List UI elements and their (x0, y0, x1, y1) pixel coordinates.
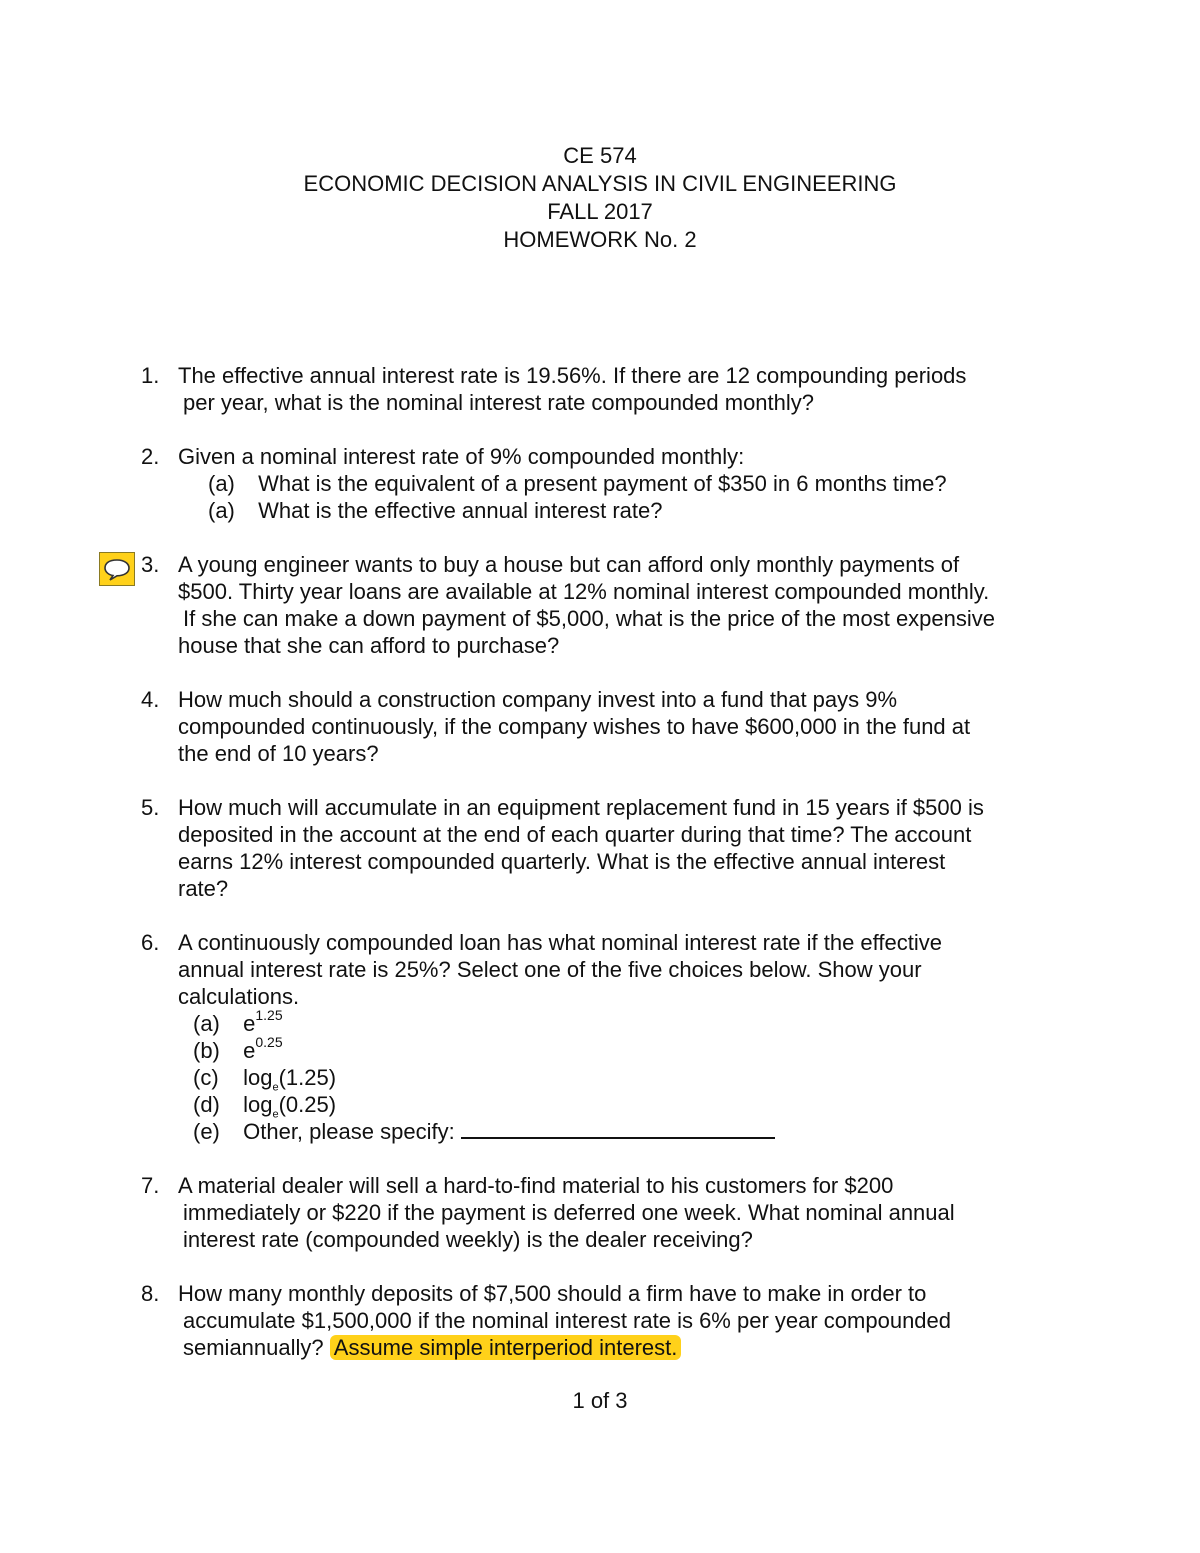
question-text: calculations. (178, 984, 300, 1009)
question-text: deposited in the account at the end of each quarter during that time? The account (178, 822, 972, 847)
question-text: semiannually? (183, 1335, 324, 1360)
question-text: Given a nominal interest rate of 9% compounded monthly: (178, 444, 745, 469)
question-4 (0, 686, 1048, 767)
question-number: 3. (141, 552, 160, 577)
question-1 (0, 362, 1048, 416)
choice-base: e (243, 1038, 256, 1063)
question-text: interest rate (compounded weekly) is the dealer receiving? (183, 1227, 753, 1252)
question-number: 5. (141, 795, 160, 820)
choice-d (178, 1091, 1048, 1121)
question-text: compounded continuously, if the company wishes to have $600,000 in the fund at (178, 714, 971, 739)
question-number: 6. (141, 930, 160, 955)
question-text: If she can make a down payment of $5,000, what is the price of the most expensive (183, 606, 996, 631)
choice-label: (e) (193, 1119, 220, 1144)
highlighted-text[interactable]: Assume simple interperiod interest. (330, 1335, 682, 1360)
page-number: 1 of 3 (572, 1388, 628, 1413)
question-text: How many monthly deposits of $7,500 should a firm have to make in order to (178, 1281, 927, 1306)
question-5 (0, 794, 1048, 902)
question-2 (0, 443, 1048, 524)
choice-subscript: e (272, 1108, 279, 1121)
choice-exponent: 0.25 (255, 1033, 283, 1050)
question-8 (0, 1280, 1048, 1361)
choice-base: e (243, 1011, 256, 1036)
question-number: 4. (141, 687, 160, 712)
question-number: 2. (141, 444, 160, 469)
course-code: CE 574 (563, 143, 637, 168)
term: FALL 2017 (547, 199, 653, 224)
choice-function: log (243, 1092, 273, 1117)
question-text-final (178, 1334, 1048, 1361)
choice-text: Other, please specify: (243, 1119, 455, 1144)
question-text: earns 12% interest compounded quarterly. What is the effective annual interest (178, 849, 946, 874)
choice-a (178, 1006, 1048, 1037)
answer-blank-line[interactable] (461, 1119, 775, 1139)
choice-label: (b) (193, 1038, 220, 1063)
document-header (0, 142, 1200, 254)
question-text: A young engineer wants to buy a house but can afford only monthly payments of (178, 552, 960, 577)
question-7 (0, 1172, 1048, 1253)
question-number: 1. (141, 363, 160, 388)
choice-subscript: e (272, 1081, 279, 1094)
question-text: the end of 10 years? (178, 741, 379, 766)
question-number: 7. (141, 1173, 160, 1198)
question-text: The effective annual interest rate is 19.56%. If there are 12 compounding periods (178, 363, 967, 388)
choice-argument: (1.25) (278, 1065, 337, 1090)
question-text: per year, what is the nominal interest rate compounded monthly? (183, 390, 815, 415)
choice-argument: (0.25) (278, 1092, 337, 1117)
question-text: immediately or $220 if the payment is deferred one week. What nominal annual (183, 1200, 955, 1225)
question-text: A continuously compounded loan has what nominal interest rate if the effective (178, 930, 942, 955)
question-list (0, 362, 1200, 1388)
choice-label: (c) (193, 1065, 219, 1090)
question-text: annual interest rate is 25%? Select one of the five choices below. Show your (178, 957, 922, 982)
question-3 (0, 551, 1048, 659)
choice-label: (d) (193, 1092, 220, 1117)
sub-question-label: (a) (208, 498, 235, 523)
sub-question-text: What is the equivalent of a present payment of $350 in 6 months time? (258, 471, 947, 496)
choice-e (178, 1118, 1048, 1145)
sub-question-label: (a) (208, 471, 235, 496)
assignment-title: HOMEWORK No. 2 (503, 227, 697, 252)
question-text: rate? (178, 876, 229, 901)
choice-function: log (243, 1065, 273, 1090)
question-text: How much will accumulate in an equipment replacement fund in 15 years if $500 is (178, 795, 984, 820)
question-text: accumulate $1,500,000 if the nominal interest rate is 6% per year compounded (183, 1308, 952, 1333)
sub-question (178, 470, 1048, 497)
choice-label: (a) (193, 1011, 220, 1036)
question-text: house that she can afford to purchase? (178, 633, 560, 658)
question-text: $500. Thirty year loans are available at 12% nominal interest compounded monthly. (178, 579, 990, 604)
sub-question-text: What is the effective annual interest rate? (258, 498, 663, 523)
sub-question (178, 497, 1048, 524)
question-text: A material dealer will sell a hard-to-find material to his customers for $200 (178, 1173, 894, 1198)
choice-c (178, 1064, 1048, 1094)
course-title: ECONOMIC DECISION ANALYSIS IN CIVIL ENGINEERING (303, 171, 897, 196)
question-6 (0, 929, 1048, 1145)
question-number: 8. (141, 1281, 160, 1306)
choice-exponent: 1.25 (255, 1006, 283, 1023)
choice-b (178, 1033, 1048, 1064)
question-text: How much should a construction company invest into a fund that pays 9% (178, 687, 898, 712)
